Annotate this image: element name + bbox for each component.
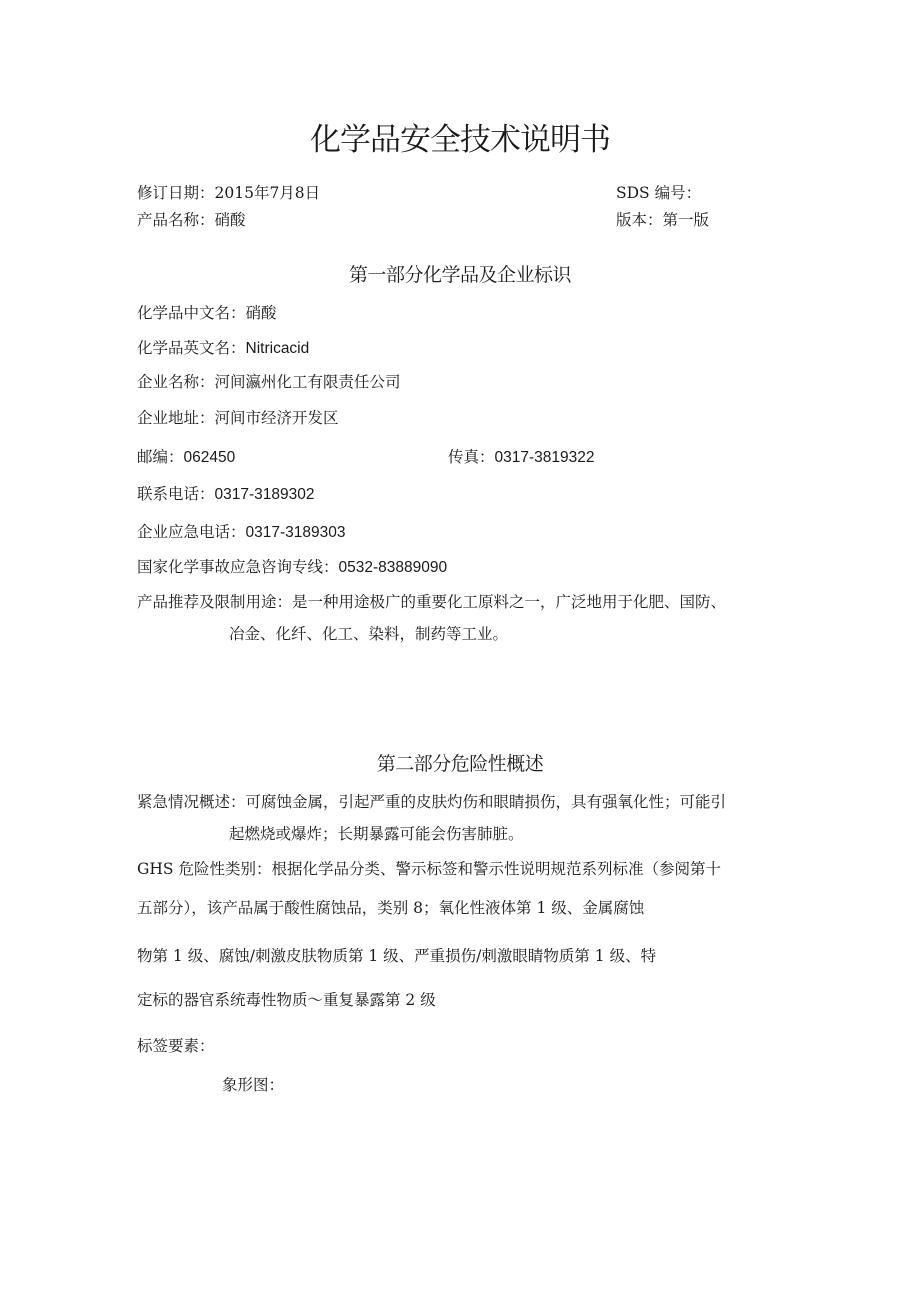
ghs-line-2: 五部分），该产品属于酸性腐蚀品，类别 8；氧化性液体第 1 级、金属腐蚀 bbox=[137, 899, 645, 917]
fax bbox=[448, 446, 595, 469]
chemical-en-name-label: 化学品英文名： bbox=[137, 339, 246, 357]
fax-value: 0317-3819322 bbox=[494, 449, 595, 466]
emergency-phone-label: 企业应急电话： bbox=[137, 523, 246, 541]
emergency-overview-line-1: 紧急情况概述：可腐蚀金属，引起严重的皮肤灼伤和眼睛损伤，具有强氧化性；可能引 bbox=[137, 793, 727, 811]
sds-number: SDS 编号： bbox=[616, 184, 702, 202]
usage-line-1: 产品推荐及限制用途：是一种用途极广的重要化工原料之一，广泛地用于化肥、国防、 bbox=[137, 593, 727, 611]
emergency-overview-line-2: 起燃烧或爆炸；长期暴露可能会伤害肺脏。 bbox=[229, 825, 524, 843]
chemical-cn-name: 化学品中文名：硝酸 bbox=[137, 304, 277, 322]
section2-heading: 第二部分危险性概述 bbox=[376, 753, 544, 775]
postcode-value: 062450 bbox=[183, 449, 236, 466]
section1-heading: 第一部分化学品及企业标识 bbox=[348, 264, 571, 286]
revision-date: 修订日期：2015年7月8日 bbox=[137, 184, 321, 202]
chemical-en-name-value: Nitricacid bbox=[245, 340, 310, 357]
postcode bbox=[137, 446, 235, 469]
ghs-line-1: GHS 危险性类别：根据化学品分类、警示标签和警示性说明规范系列标准（参阅第十 bbox=[137, 860, 721, 878]
product-name: 产品名称：硝酸 bbox=[137, 211, 246, 229]
fax-label: 传真： bbox=[448, 448, 495, 466]
version: 版本：第一版 bbox=[616, 211, 710, 229]
emergency-phone bbox=[137, 521, 346, 544]
label-elements: 标签要素： bbox=[137, 1037, 215, 1055]
postcode-label: 邮编： bbox=[137, 448, 184, 466]
contact-phone-label: 联系电话： bbox=[137, 485, 215, 503]
national-hotline-value: 0532-83889090 bbox=[338, 559, 448, 576]
chemical-en-name bbox=[137, 337, 309, 360]
contact-phone bbox=[137, 483, 315, 506]
national-hotline-label: 国家化学事故应急咨询专线： bbox=[137, 558, 339, 576]
pictogram-label: 象形图： bbox=[222, 1076, 285, 1094]
national-hotline bbox=[137, 556, 447, 579]
ghs-line-3: 物第 1 级、腐蚀/刺激皮肤物质第 1 级、严重损伤/刺激眼睛物质第 1 级、特 bbox=[137, 947, 657, 965]
ghs-line-4: 定标的器官系统毒性物质～重复暴露第 2 级 bbox=[137, 991, 436, 1009]
document-title: 化学品安全技术说明书 bbox=[310, 122, 610, 158]
usage-line-2: 冶金、化纤、化工、染料，制药等工业。 bbox=[229, 625, 509, 643]
emergency-phone-value: 0317-3189303 bbox=[245, 524, 346, 541]
company-address: 企业地址：河间市经济开发区 bbox=[137, 409, 339, 427]
contact-phone-value: 0317-3189302 bbox=[214, 486, 315, 503]
company-name: 企业名称：河间瀛州化工有限责任公司 bbox=[137, 373, 401, 391]
